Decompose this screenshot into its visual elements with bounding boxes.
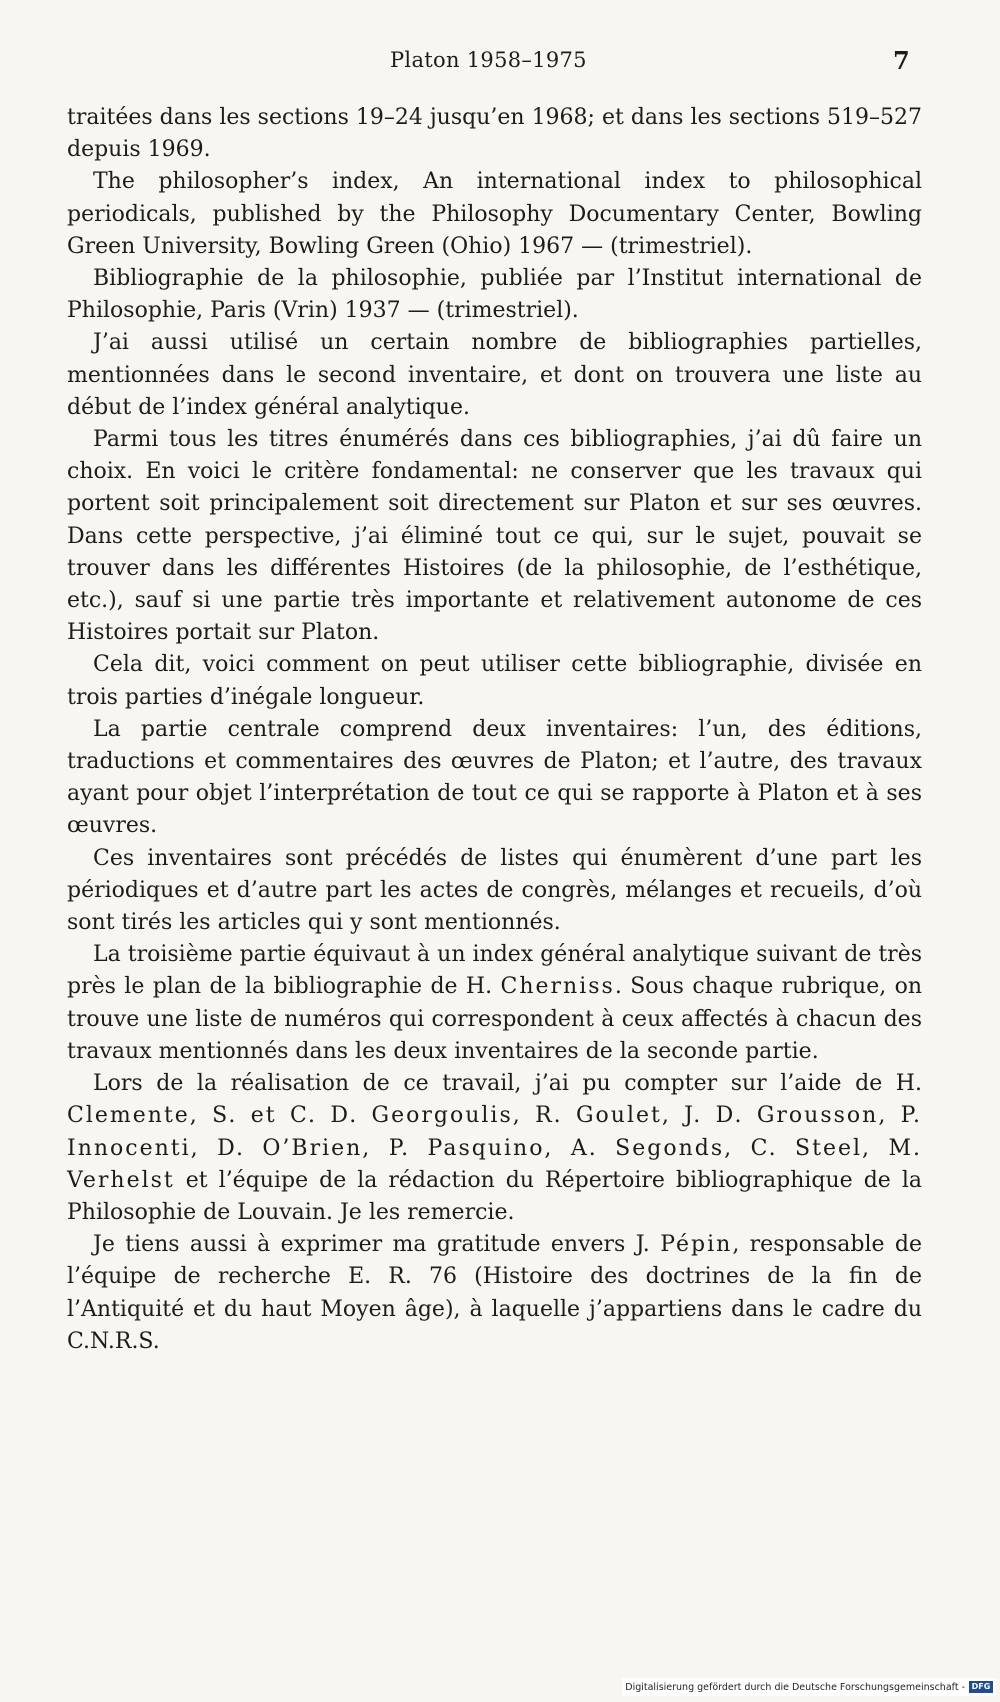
dfg-logo-icon: DFG [969,1681,993,1693]
footer-text: Digitalisierung gefördert durch die Deutsche Forschungsgemeinschaft - [625,1681,965,1693]
paragraph-9-text-end: . Sous chaque rubrique, on trouve une liste de numéros qui correspondent à ceux affectés à chacun des travaux mentionnés dans les deux inventaires de la seconde partie. [67,974,922,1064]
paragraph-10 [67,1068,922,1229]
paragraph-8: Ces inventaires sont précédés de listes qui énumèrent d’une part les périodiques et d’autre part les actes de congrès, mélanges et recueils, d’où sont tirés les articles qui y sont mentionnés. [67,845,922,936]
running-title: Platon 1958–1975 [390,48,587,72]
paragraph-10-text-start: Lors de la réalisation de ce travail, j’ai pu compter sur l’aide de H. [93,1071,922,1097]
digitization-footer [622,1678,996,1696]
paragraph-11 [67,1229,922,1358]
paragraph-3: Bibliographie de la philosophie, publiée par l’Institut international de Philosophie, Paris (Vrin) 1937 — (trimestriel). [67,266,922,324]
page-number: 7 [893,46,910,75]
paragraph-4: J’ai aussi utilisé un certain nombre de bibliographies partielles, mentionnées dans le second inventaire, et dont on trouvera une liste au début de l’index général analytique. [67,330,922,420]
author-name-pepin: Pépin [660,1232,733,1258]
paragraph-5: Parmi tous les titres énumérés dans ces bibliographies, j’ai dû faire un choix. En voici le critère fondamental: ne conserver que les travaux qui portent soit principalement soit directement sur Platon et sur ses œuvres. Dans cette perspective, j’ai éliminé tout ce qui, sur le sujet, pouvait se trouver dans les différentes Histoires (de la philosophie, de l’esthétique, etc.), sauf si une partie très importante et relativement autonome de ces Histoires portait sur Platon. [67,427,922,646]
paragraph-6: Cela dit, voici comment on peut utiliser cette bibliographie, divisée en trois parties d’inégale longueur. [67,652,922,710]
paragraph-11-text-end: , responsable de l’équipe de recherche E. R. 76 (Histoire des doctrines de la fin de l’Antiquité et du haut Moyen âge), à laquelle j’appartiens dans le cadre du C.N.R.S. [67,1232,923,1354]
paragraph-10-text-end: et l’équipe de la rédaction du Répertoire bibliographique de la Philosophie de Louvain. Je les remercie. [67,1167,922,1225]
paragraph-11-text-start: Je tiens aussi à exprimer ma gratitude envers J. [93,1232,650,1258]
paragraph-7: La partie centrale comprend deux inventaires: l’un, des éditions, traductions et commentaires des œuvres de Platon; et l’autre, des travaux ayant pour objet l’interprétation de tout ce qui se rapporte à Platon et à ses œuvres. [67,716,922,839]
paragraph-1: traitées dans les sections 19–24 jusqu’en 1968; et dans les sections 519–527 depuis 1969. [67,105,922,163]
paragraph-9-text-start: La troisième partie équivaut à un index général analytique suivant de très près le plan de la bibliographie de H. [67,942,922,1000]
running-head [0,48,1000,78]
paragraph-9 [67,939,922,1068]
paragraph-2: The philosopher’s index, An international index to philosophical periodicals, published by the Philosophy Documentary Center, Bowling Green University, Bowling Green (Ohio) 1967 — (trimestriel). [67,169,922,259]
body-text [67,102,922,1358]
author-name-cherniss: Cherniss [500,974,615,1000]
acknowledged-names: Clemente, S. et C. D. Georgoulis, R. Goulet, J. D. Grousson, P. Innocenti, D. O’Brien, P. Pasquino, A. Segonds, C. Steel, M. Verhelst [67,1103,922,1193]
